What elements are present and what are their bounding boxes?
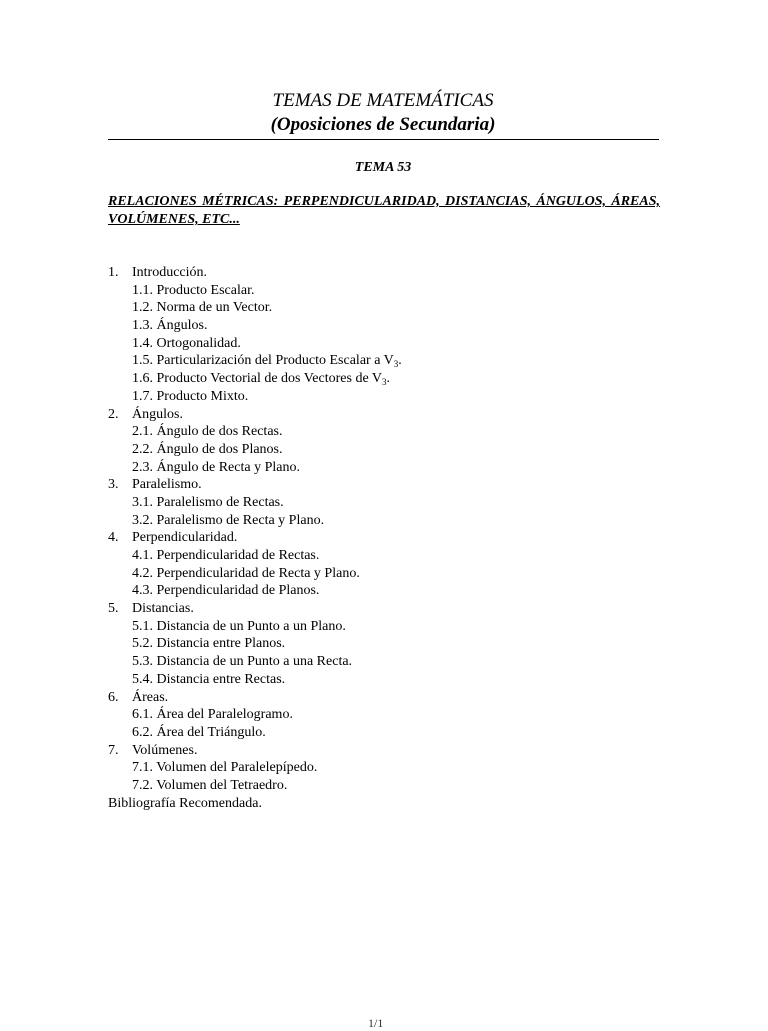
document-title: TEMAS DE MATEMÁTICAS [272,90,494,111]
toc-subsection [108,352,648,370]
toc-label: 1.5. Particularización del Producto Escalar a V [132,353,394,369]
toc-section [108,476,648,494]
tema-number: TEMA 53 [354,160,412,175]
toc-subsection [108,388,648,406]
toc-section-number: 1. [108,265,119,280]
toc-label: 5.4. Distancia entre Rectas. [132,671,286,687]
toc-subsection [108,459,648,477]
toc-section [108,689,648,707]
toc-label: 7.1. Volumen del Paralelepípedo. [132,760,318,776]
toc-label: 5.3. Distancia de un Punto a una Recta. [132,654,353,670]
toc-section [108,600,648,618]
toc-label: Introducción. [132,265,208,280]
toc-subsection [108,512,648,530]
toc-label: 5.2. Distancia entre Planos. [132,636,286,652]
toc-label: 6.2. Área del Triángulo. [132,724,266,740]
toc-label: 1.4. Ortogonalidad. [132,335,241,351]
toc-label: 2.3. Ángulo de Recta y Plano. [132,459,300,475]
toc-section [108,406,648,424]
toc-label: Perpendicularidad. [132,530,238,546]
toc-label: 6.1. Área del Paralelogramo. [132,707,293,723]
toc-label: 5.1. Distancia de un Punto a un Plano. [132,618,346,634]
toc-subsection [108,441,648,459]
toc-subsection [108,582,648,600]
toc-label: 3.1. Paralelismo de Rectas. [132,494,284,510]
toc-label: Distancias. [132,601,194,617]
toc-section-number: 4. [108,530,119,546]
toc-subsection [108,282,648,300]
toc-subsection [108,759,648,777]
toc-label: 4.3. Perpendicularidad de Planos. [132,583,320,599]
toc-section-number: 5. [108,601,119,617]
toc-label: Áreas. [132,689,169,705]
toc-section [108,529,648,547]
toc-section-number: 6. [108,689,119,705]
toc-subsection [108,653,648,671]
toc-subsection [108,423,648,441]
document-subtitle: (Oposiciones de Secundaria) [270,114,496,135]
toc-label: 7.2. Volumen del Tetraedro. [132,777,288,793]
toc-label-suffix: . [398,353,402,369]
toc-subscript: 3 [393,359,399,370]
toc-label: Volúmenes. [132,742,198,758]
toc-section-number: 2. [108,406,119,422]
toc-label: Paralelismo. [132,477,202,493]
toc-subsection [108,777,648,795]
page-footer-mark: 1/1 [368,1016,384,1030]
toc-subsection [108,335,648,353]
toc-label: Ángulos. [132,406,183,422]
toc-subsection [108,317,648,335]
toc-label: 2.2. Ángulo de dos Planos. [132,441,283,457]
toc-label: 1.3. Ángulos. [132,318,208,334]
toc-subsection [108,547,648,565]
toc-label: 1.2. Norma de un Vector. [132,300,273,316]
toc-label: 4.2. Perpendicularidad de Recta y Plano. [132,565,360,581]
toc-subsection [108,724,648,742]
toc-subsection [108,370,648,388]
toc-label: 3.2. Paralelismo de Recta y Plano. [132,512,325,528]
toc-label: 4.1. Perpendicularidad de Rectas. [132,548,320,563]
tema-heading: RELACIONES MÉTRICAS: PERPENDICULARIDAD, DISTANCIAS, ÁNGULOS, ÁREAS, VOLÚMENES, ETC... [108,194,660,227]
toc-label: 1.7. Producto Mixto. [132,388,249,404]
toc-section [108,264,648,282]
toc-subsection [108,706,648,724]
toc-label: 2.1. Ángulo de dos Rectas. [132,424,283,440]
table-of-contents [108,264,648,812]
toc-label: 1.6. Producto Vectorial de dos Vectores de V [132,371,383,387]
toc-subsection [108,565,648,583]
toc-section-number: 3. [108,477,119,493]
toc-subsection [108,635,648,653]
toc-subsection [108,494,648,512]
toc-subscript: 3 [382,377,387,388]
toc-section [108,742,648,760]
toc-subsection [108,671,648,689]
toc-subsection [108,299,648,317]
toc-label-suffix: . [386,371,391,387]
toc-section-number: 7. [108,742,119,758]
toc-bibliography: Bibliografía Recomendada. [108,795,262,811]
toc-label: 1.1. Producto Escalar. [132,282,255,298]
header-divider [108,139,659,140]
toc-subsection [108,618,648,636]
